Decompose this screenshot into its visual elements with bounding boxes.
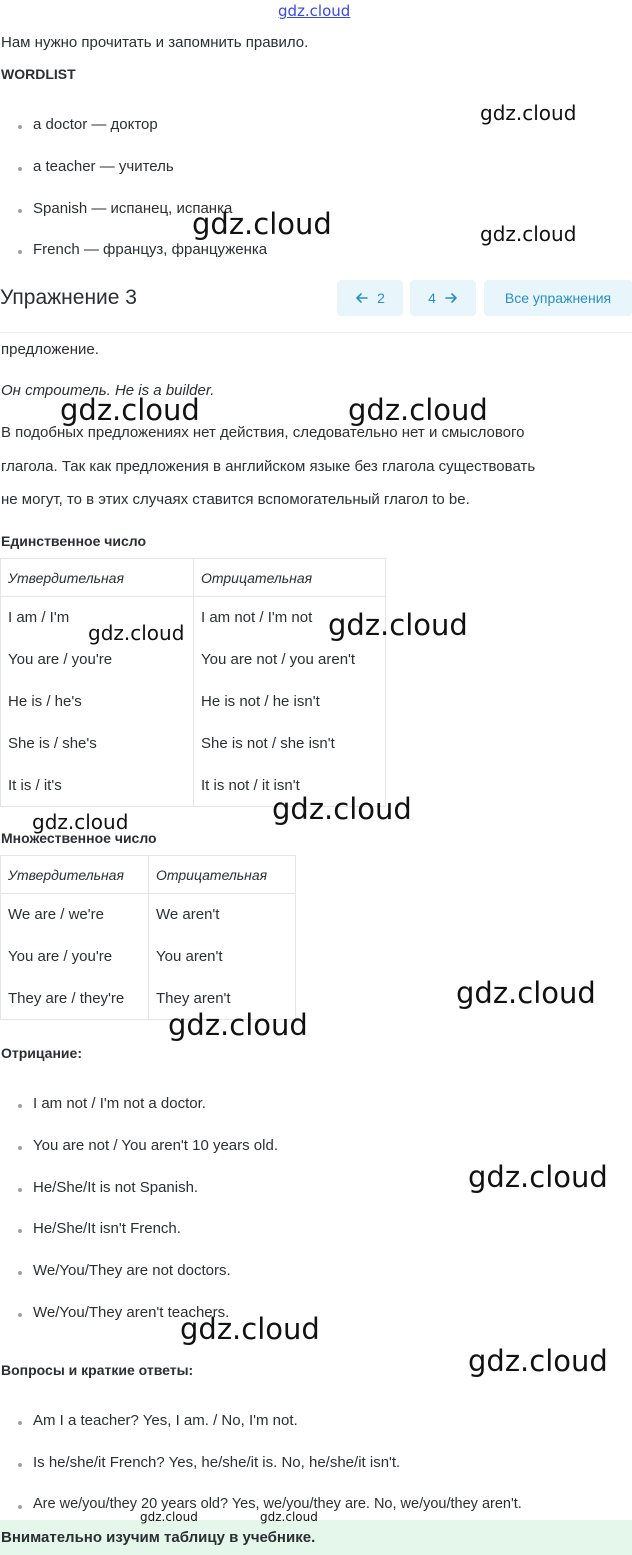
watermark: gdz.cloud xyxy=(328,608,468,642)
table-header-row xyxy=(1,559,386,597)
list-item: French — француз, француженка xyxy=(33,241,268,258)
watermark: gdz.cloud xyxy=(468,1344,608,1378)
watermark: gdz.cloud xyxy=(260,1510,318,1524)
list-item: You are not / You aren't 10 years old. xyxy=(33,1137,278,1154)
table-cell: She is not / she isn't xyxy=(194,723,386,765)
table-cell: He is not / he isn't xyxy=(194,681,386,723)
list-item: a doctor — доктор xyxy=(33,116,158,133)
table-cell: You are / you're xyxy=(1,936,149,978)
watermark: gdz.cloud xyxy=(348,393,488,427)
divider xyxy=(0,332,632,333)
list-item: We/You/They are not doctors. xyxy=(33,1262,231,1279)
table-cell: You aren't xyxy=(149,936,296,978)
list-item: He/She/It isn't French. xyxy=(33,1220,181,1237)
singular-heading: Единственное число xyxy=(1,533,147,549)
list-item: We/You/They aren't teachers. xyxy=(33,1304,230,1321)
body-line: предложение. xyxy=(1,341,99,358)
bullet-icon xyxy=(18,167,22,171)
table-cell: I am not / I'm not xyxy=(194,597,386,639)
watermark: gdz.cloud xyxy=(468,1160,608,1194)
plural-heading: Множественное число xyxy=(1,830,157,846)
bullet-icon xyxy=(18,1271,22,1275)
watermark: gdz.cloud xyxy=(32,810,129,834)
table-cell: They aren't xyxy=(149,978,296,1020)
bullet-icon xyxy=(18,125,22,129)
list-item: I am not / I'm not a doctor. xyxy=(33,1095,206,1112)
watermark: gdz.cloud xyxy=(88,621,185,645)
watermark: gdz.cloud xyxy=(180,1312,320,1346)
table-cell: It is not / it isn't xyxy=(194,765,386,807)
plural-table xyxy=(0,855,296,1020)
next-exercise-label: 4 xyxy=(428,290,436,306)
table-cell: She is / she's xyxy=(1,723,194,765)
column-header: Утвердительная xyxy=(1,559,194,597)
bullet-icon xyxy=(18,1313,22,1317)
list-item: Are we/you/they 20 years old? Yes, we/you/they are. No, we/you/they aren't. xyxy=(33,1496,522,1512)
arrow-right-icon xyxy=(444,291,458,305)
table-cell: We aren't xyxy=(149,894,296,936)
watermark: gdz.cloud xyxy=(192,207,332,241)
bullet-icon xyxy=(18,1229,22,1233)
column-header: Отрицательная xyxy=(194,559,386,597)
table-cell: He is / he's xyxy=(1,681,194,723)
table-row xyxy=(1,936,296,978)
exercise-title: Упражнение 3 xyxy=(0,286,137,309)
table-cell: I am / I'm xyxy=(1,597,194,639)
table-cell: You are / you're xyxy=(1,639,194,681)
watermark: gdz.cloud xyxy=(140,1510,198,1524)
footer-note: Внимательно изучим таблицу в учебнике. xyxy=(1,1529,316,1546)
bullet-icon xyxy=(18,209,22,213)
watermark: gdz.cloud xyxy=(480,101,577,125)
bullet-icon xyxy=(18,1505,22,1509)
prev-exercise-button[interactable] xyxy=(337,280,403,316)
table-cell: It is / it's xyxy=(1,765,194,807)
all-exercises-button[interactable] xyxy=(484,280,632,316)
bullet-icon xyxy=(18,1146,22,1150)
list-item: Am I a teacher? Yes, I am. / No, I'm not. xyxy=(33,1412,298,1429)
wordlist-heading: WORDLIST xyxy=(1,66,76,82)
table-row xyxy=(1,894,296,936)
negation-heading: Отрицание: xyxy=(1,1045,82,1061)
list-item: He/She/It is not Spanish. xyxy=(33,1179,199,1196)
bullet-icon xyxy=(18,1463,22,1467)
bullet-icon xyxy=(18,1421,22,1425)
next-exercise-button[interactable] xyxy=(410,280,476,316)
list-item: Is he/she/it French? Yes, he/she/it is. No, he/she/it isn't. xyxy=(33,1454,401,1471)
list-item: Spanish — испанец, испанка xyxy=(33,200,233,217)
intro-text: Нам нужно прочитать и запомнить правило. xyxy=(1,34,309,51)
questions-heading: Вопросы и краткие ответы: xyxy=(1,1362,194,1378)
table-row xyxy=(1,681,386,723)
bullet-icon xyxy=(18,1104,22,1108)
singular-table xyxy=(0,558,386,807)
site-logo[interactable]: gdz.cloud xyxy=(278,2,351,20)
table-row xyxy=(1,723,386,765)
table-row xyxy=(1,639,386,681)
watermark: gdz.cloud xyxy=(60,393,200,427)
list-item: a teacher — учитель xyxy=(33,158,174,175)
paragraph-line: В подобных предложениях нет действия, следовательно нет и смыслового xyxy=(1,424,525,441)
bullet-icon xyxy=(18,250,22,254)
prev-exercise-label: 2 xyxy=(377,290,385,306)
all-exercises-label: Все упражнения xyxy=(504,290,612,306)
table-header-row xyxy=(1,856,296,894)
column-header: Утвердительная xyxy=(1,856,149,894)
paragraph-line: глагола. Так как предложения в английском языке без глагола существовать xyxy=(1,458,536,475)
bullet-icon xyxy=(18,1188,22,1192)
table-cell: You are not / you aren't xyxy=(194,639,386,681)
watermark: gdz.cloud xyxy=(480,222,577,246)
watermark: gdz.cloud xyxy=(272,792,412,826)
table-cell: They are / they're xyxy=(1,978,149,1020)
column-header: Отрицательная xyxy=(149,856,296,894)
watermark: gdz.cloud xyxy=(456,976,596,1010)
example-sentence: Он строитель. He is a builder. xyxy=(1,382,215,399)
watermark: gdz.cloud xyxy=(168,1008,308,1042)
paragraph-line: не могут, то в этих случаях ставится вспомогательный глагол to be. xyxy=(1,491,470,508)
table-cell: We are / we're xyxy=(1,894,149,936)
arrow-left-icon xyxy=(355,291,369,305)
